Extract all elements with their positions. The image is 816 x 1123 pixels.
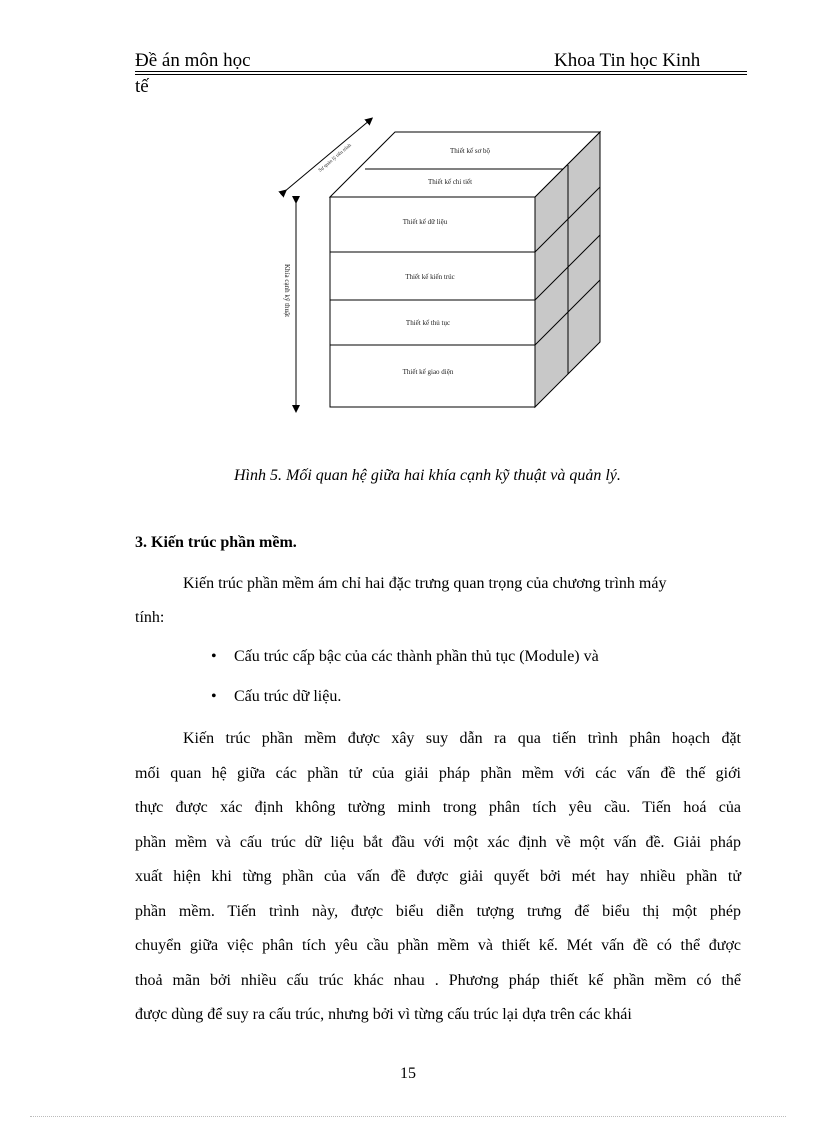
layer-label-4: Thiết kế thủ tục <box>405 319 451 327</box>
header-left-title: Đề án môn học <box>135 50 251 71</box>
page-number: 15 <box>400 1065 416 1082</box>
layer-label-0: Thiết kế sơ bộ <box>449 147 491 155</box>
page-bottom-divider <box>30 1116 786 1117</box>
paragraph-line: được dùng để suy ra cấu trúc, nhưng bởi vì từng cấu trúc lại dựa trên các khái <box>135 1006 632 1023</box>
paragraph-line: mối quan hệ giữa các phần tử của giải pháp phần mềm với các vấn đề thế giới <box>135 765 741 782</box>
layer-label-1: Thiết kế chi tiết <box>427 178 473 186</box>
paragraph-line: phần mềm. Tiến trình này, được biểu diễn tượng trưng để biểu thị một phép <box>135 903 741 920</box>
cube-diagram <box>270 112 610 422</box>
layer-label-2: Thiết kế dữ liệu <box>402 218 448 226</box>
header-rule <box>135 71 747 72</box>
intro-line: Kiến trúc phần mềm ám chỉ hai đặc trưng quan trọng của chương trình máy <box>183 575 667 592</box>
bullet-item: Cấu trúc cấp bậc của các thành phần thủ tục (Module) và <box>234 648 599 665</box>
bullet-marker: • <box>211 648 217 665</box>
technical-axis-label: Khía cạnh kỹ thuật <box>283 264 291 318</box>
header-right-continuation: tế <box>135 76 149 97</box>
paragraph-line: thực được xác định không tường minh trong phân tích yêu cầu. Tiến hoá của <box>135 799 741 816</box>
section-heading: 3. Kiến trúc phần mềm. <box>135 534 297 551</box>
bullet-item: Cấu trúc dữ liệu. <box>234 688 342 705</box>
paragraph-line: chuyển giữa việc phân tích yêu cầu phần mềm và thiết kế. Mét vấn đề có thể được <box>135 937 741 954</box>
bullet-marker: • <box>211 688 217 705</box>
header-rule-secondary <box>135 74 747 75</box>
intro-line: tính: <box>135 609 165 626</box>
figure-caption: Hình 5. Mối quan hệ giữa hai khía cạnh kỹ thuật và quản lý. <box>234 467 621 484</box>
layer-label-5: Thiết kế giao diện <box>402 368 454 376</box>
header-right-title: Khoa Tin học Kinh <box>554 50 701 71</box>
paragraph-line: phần mềm và cấu trúc dữ liệu bắt đầu với một xác định về một vấn đề. Giải pháp <box>135 834 741 851</box>
layer-label-3: Thiết kế kiến trúc <box>405 273 455 281</box>
paragraph-line: Kiến trúc phần mềm được xây suy dẫn ra qua tiến trình phân hoạch đặt <box>183 730 741 747</box>
management-axis-label: Sự quản lý tiến trình <box>318 143 353 174</box>
paragraph-line: thoả mãn bởi nhiều cấu trúc khác nhau . Phương pháp thiết kế phần mềm có thể <box>135 972 741 989</box>
paragraph-line: xuất hiện khi từng phần của vấn đề được giải quyết bởi mét hay nhiều phần tử <box>135 868 741 885</box>
